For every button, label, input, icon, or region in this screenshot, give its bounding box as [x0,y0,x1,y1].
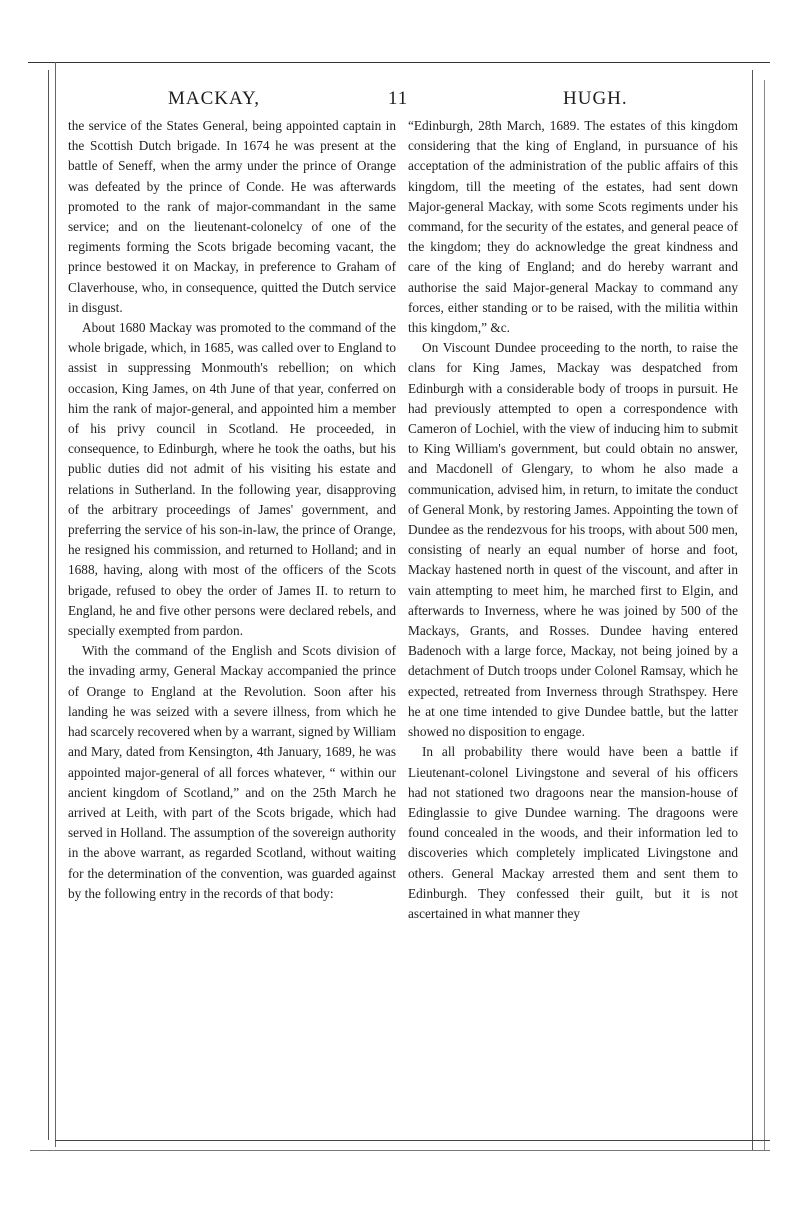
left-border [48,70,49,1140]
running-header [68,88,743,112]
header-right: HUGH. [563,88,628,109]
left-column [68,116,396,904]
paragraph: On Viscount Dundee proceeding to the north, to raise the clans for King James, Mackay was despatched from Edinburgh with a considerable body of troops in pursuit. He had previously attempted to open a correspondence with Cameron of Lochiel, with the view of inducing him to submit to King William's government, but could obtain no answer, and Macdonell of Glengary, to whom he also made a communication, advised him, in return, to imitate the conduct of General Monk, by restoring James. Appointing the town of Dundee as the rendezvous for his troops, with about 500 men, consisting of nearly an equal number of horse and foot, Mackay hastened north in quest of the viscount, and after in vain attempting to meet him, he marched first to Elgin, and afterwards to Inverness, where he was joined by 500 of the Mackays, Grants, and Rosses. Dundee having entered Badenoch with a large force, Mackay, not being joined by a detachment of Dutch troops under Colonel Ramsay, which he expected, retreated from Inverness through Strathspey. Here he at one time intended to give Dundee battle, but the latter showed no disposition to engage. [408,340,738,740]
left-border-inner [55,62,56,1147]
right-column [408,116,738,924]
header-left: MACKAY, [168,88,261,109]
paragraph: the service of the States General, being appointed captain in the Scottish Dutch brigade. In 1674 he was present at the battle of Seneff, when the army under the prince of Orange was defeated by the prince of Conde. He was afterwards promoted to the rank of major-commandant in the same service; and on the lieutenant-colonelcy of one of the regiments forming the Scots brigade becoming vacant, the prince bestowed it on Mackay, in preference to Graham of Claverhouse, who, in consequence, quitted the Dutch service in disgust. [68,118,396,315]
paragraph: In all probability there would have been a battle if Lieutenant-colonel Livingstone and several of his officers had not stationed two dragoons near the mansion-house of Edinglassie to give Dundee warning. The dragoons were found concealed in the woods, and their information led to discoveries which completely implicated Livingstone and others. General Mackay arrested them and sent them to Edinburgh. They confessed their guilt, but it is not ascertained in what manner they [408,744,738,921]
right-border [752,70,753,1150]
bottom-rule-outer [30,1150,770,1151]
top-rule [28,62,770,63]
bottom-rule [55,1140,770,1141]
paragraph: About 1680 Mackay was promoted to the command of the whole brigade, which, in 1685, was called over to England to assist in suppressing Monmouth's rebellion; on which occasion, King James, on 4th June of that year, conferred on him the rank of major-general, and appointed him a member of his privy council in Scotland. He proceeded, in consequence, to Edinburgh, where he took the oaths, but his public duties did not admit of his visiting his estate and relations in Sutherland. In the following year, disapproving of the arbitrary proceedings of James' government, and preferring the service of his son-in-law, the prince of Orange, he resigned his commission, and returned to Holland; and in 1688, having, along with most of the officers of the Scots brigade, refused to obey the order of James II. to return to England, he and five other persons were declared rebels, and specially exempted from pardon. [68,320,396,639]
page-number: 11 [388,88,409,109]
right-border-outer [764,80,765,1150]
paragraph: “Edinburgh, 28th March, 1689. The estates of this kingdom considering that the king of England, in pursuance of his acceptation of the administration of the public affairs of this kingdom, till the meeting of the estates, had sent down Major-general Mackay, with some Scots regiments under his command, for the security of the estates, and general peace of the kingdom; they do acknowledge the great kindness and care of the king of England; and do hereby warrant and authorise the said Major-general Mackay to command any forces, either standing or to be raised, with the militia within this kingdom,” &c. [408,118,738,336]
paragraph: With the command of the English and Scots division of the invading army, General Mackay accompanied the prince of Orange to England at the Revolution. Soon after his landing he was seized with a severe illness, from which he had scarcely recovered when by a warrant, signed by William and Mary, dated from Kensington, 4th January, 1689, he was appointed major-general of all forces whatever, “ within our ancient kingdom of Scotland,” and on the 25th March he arrived at Leith, with part of the Scots brigade, which had served in Holland. The assumption of the sovereign authority in the above warrant, as regarded Scotland, without waiting for the determination of the convention, was guarded against by the following entry in the records of that body: [68,643,396,901]
